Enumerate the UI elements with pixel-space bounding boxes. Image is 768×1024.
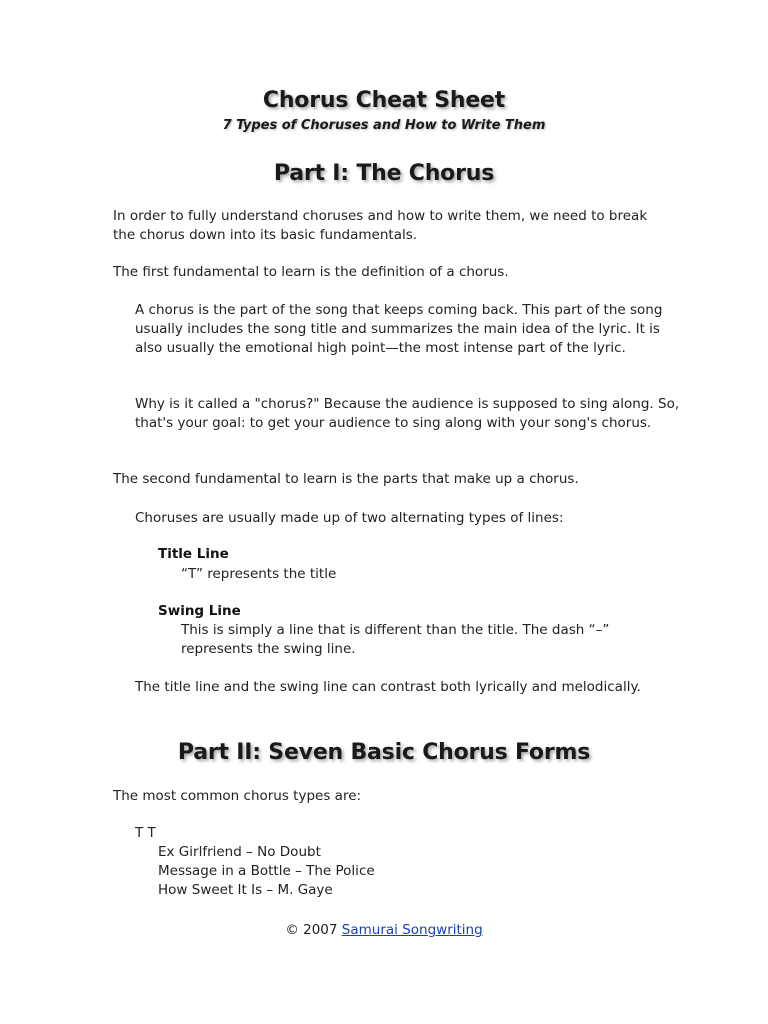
document-subtitle: 7 Types of Choruses and How to Write Them [222, 118, 546, 133]
swing-line-heading: Swing Line [158, 603, 241, 619]
fundamental-one-paragraph: The first fundamental to learn is the definition of a chorus. [113, 264, 509, 280]
swing-line-description: This is simply a line that is different than the title. The dash “–” represents the swing line. [181, 622, 610, 657]
intro-paragraph: In order to fully understand choruses and how to write them, we need to break the chorus down into its basic fundamentals. [113, 208, 648, 243]
samurai-songwriting-link[interactable]: Samurai Songwriting [341, 922, 483, 938]
example-song: Message in a Bottle – The Police [158, 863, 375, 879]
fundamental-two-paragraph: The second fundamental to learn is the parts that make up a chorus. [113, 471, 579, 487]
line-types-intro: Choruses are usually made up of two alternating types of lines: [135, 510, 564, 526]
part-two-heading: Part II: Seven Basic Chorus Forms [177, 740, 591, 765]
title-line-description: “T” represents the title [181, 566, 337, 582]
part-one-heading: Part I: The Chorus [273, 161, 495, 186]
example-song: How Sweet It Is – M. Gaye [158, 882, 333, 898]
contrast-paragraph: The title line and the swing line can contrast both lyrically and melodically. [135, 679, 641, 695]
example-song: Ex Girlfriend – No Doubt [158, 844, 321, 860]
chorus-definition-paragraph: A chorus is the part of the song that keeps coming back. This part of the song usually includes the song title and summarizes the main idea of the lyric. It is also usually the emotional high point—the most intense part of the lyric. [135, 302, 663, 356]
part-two-intro: The most common chorus types are: [113, 788, 362, 804]
why-chorus-paragraph: Why is it called a "chorus?" Because the audience is supposed to sing along. So, that's your goal: to get your audience to sing along with your song's chorus. [135, 396, 680, 431]
chorus-form-label: T T [135, 825, 156, 841]
footer [0, 922, 768, 938]
document-title: Chorus Cheat Sheet [262, 88, 506, 113]
copyright-text: © 2007 [285, 922, 338, 938]
title-line-heading: Title Line [158, 546, 229, 562]
